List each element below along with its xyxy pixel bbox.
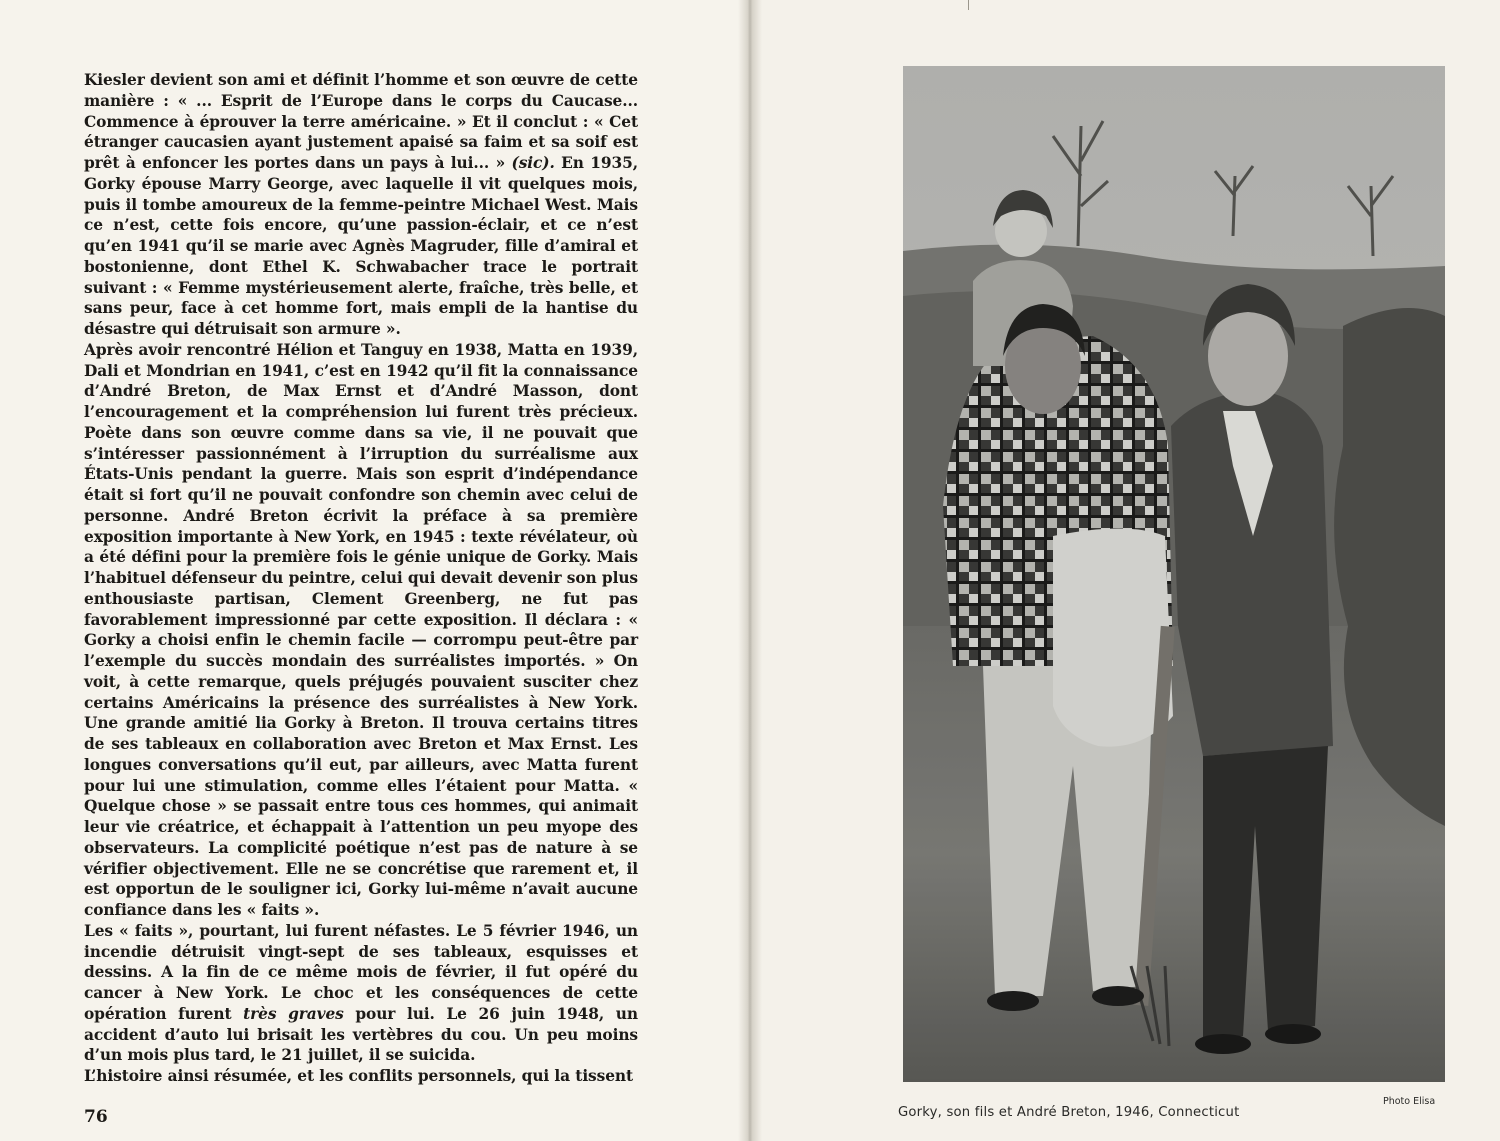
body-text — [84, 70, 638, 1087]
paragraph-1-text-b: En 1935, Gorky épouse Marry George, avec laquelle il vit quelques mois, puis il tombe amoureux de la femme-peintre Michael West. Mais ce n’est, cette fois encore, qu’une passion-éclair, et ce n’est qu’en 1941 qu’il se marie avec Agnès Magruder, fille d’amiral et bostonienne, dont Ethel K. Schwabacher trace le portrait suivant : « Femme mystérieusement alerte, fraîche, très belle, et sans peur, face à cet homme fort, mais empli de la hantise du désastre qui détruisait son armure ». — [84, 154, 638, 338]
left-page — [0, 0, 748, 1141]
paragraph-3 — [84, 921, 638, 1066]
page-number: 76 — [84, 1107, 108, 1127]
photograph-image — [903, 66, 1445, 1082]
paragraph-1-italic: (sic). — [511, 154, 555, 172]
paragraph-3-text-b: pour lui. Le 26 juin 1948, un accident d’auto lui brisait les vertèbres du cou. Un peu moins d’un mois plus tard, le 21 juillet, il se suicida. — [84, 1004, 638, 1065]
paragraph-4: L’histoire ainsi résumée, et les conflits personnels, qui la tissent — [84, 1067, 633, 1085]
page-mark — [968, 0, 969, 10]
paragraph-1 — [84, 70, 638, 340]
paragraph-3-italic: très graves — [243, 1004, 344, 1023]
paragraph-1-text-a: Kiesler devient son ami et définit l’homme et son œuvre de cette manière : « ... Esprit de l’Europe dans le corps du Caucase... Commence à éprouver la terre américaine. » Et il conclut : « Cet étranger caucasien ayant justement apaisé sa faim et sa soif est prêt à enfoncer les portes dans un pays à lui... » — [84, 71, 638, 172]
paragraph-3-text-a: Les « faits », pourtant, lui furent néfastes. Le 5 février 1946, un incendie détruisit vingt-sept de ses tableaux, esquisses et dessins. A la fin de ce même mois de février, il fut opéré du cancer à New York. Le choc et les conséquences de cette opération furent — [84, 921, 638, 1023]
book-gutter — [738, 0, 762, 1141]
photo-caption: Gorky, son fils et André Breton, 1946, Connecticut — [898, 1105, 1240, 1120]
paragraph-2: Après avoir rencontré Hélion et Tanguy en 1938, Matta en 1939, Dali et Mondrian en 1941, c’est en 1942 qu’il fit la connaissance d’André Breton, de Max Ernst et d’André Masson, dont l’encouragement et la compréhension lui furent très précieux. Poète dans son œuvre comme dans sa vie, il ne pouvait que s’intéresser passionnément à l’irruption du surréalisme aux États-Unis pendant la guerre. Mais son esprit d’indépendance était si fort qu’il ne pouvait confondre son chemin avec celui de personne. André Breton écrivit la préface à sa première exposition importante à New York, en 1945 : texte révélateur, où a été défini pour la première fois le génie unique de Gorky. Mais l’habituel défenseur du peintre, celui qui devait devenir son plus enthousiaste partisan, Clement Greenberg, ne fut pas favorablement impressionné par cette exposition. Il déclara : « Gorky a choisi enfin le chemin facile — corrompu peut-être par l’exemple du succès mondain des surréalistes importés. » On voit, à cette remarque, quels préjugés pouvaient susciter chez certains Américains la présence des surréalistes à New York. Une grande amitié lia Gorky à Breton. Il trouva certains titres de ses tableaux en collaboration avec Breton et Max Ernst. Les longues conversations qu’il eut, par ailleurs, avec Matta furent pour lui une stimulation, comme elles l’étaient pour Matta. « Quelque chose » se passait entre tous ces hommes, qui animait leur vie créatrice, et échappait à l’attention un peu myope des observateurs. La complicité poétique n’est pas de nature à se vérifier objectivement. Elle ne se concrétise que rarement et, il est opportun de le souligner ici, Gorky lui-même n’avait aucune confiance dans les « faits ». — [84, 340, 638, 919]
photograph — [903, 66, 1445, 1082]
photo-credit: Photo Elisa — [1383, 1096, 1436, 1107]
